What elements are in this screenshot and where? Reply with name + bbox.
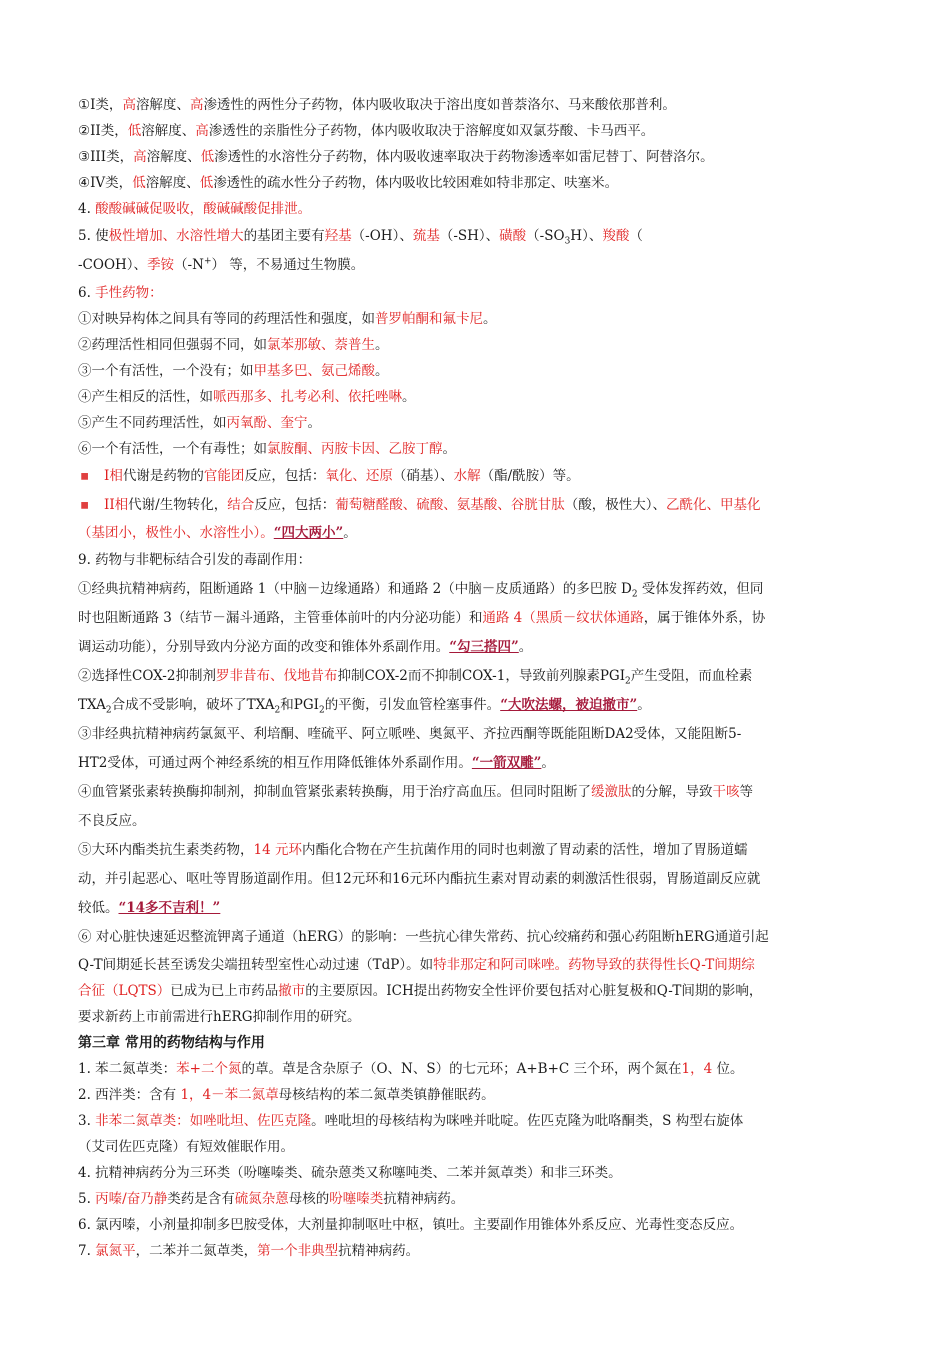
text-span: （艾司佐匹克隆）有短效催眠作用。 xyxy=(78,1139,294,1155)
text-span: ，二苯并二氮䓬类， xyxy=(135,1243,258,1259)
highlight-text: 低 xyxy=(200,149,215,165)
text-span: ⑤大环内酯类抗生素类药物， xyxy=(78,842,254,858)
text-line xyxy=(78,691,878,720)
text-span: 等 xyxy=(739,784,753,800)
text-span: 2 xyxy=(318,705,325,716)
text-span: 5. xyxy=(78,1191,96,1207)
text-span: 母核的 xyxy=(288,1191,330,1207)
highlight-text: II相 xyxy=(104,497,129,513)
text-span: ①I类， xyxy=(78,97,123,113)
text-span: 不良反应。 xyxy=(78,813,146,829)
text-line xyxy=(78,836,878,865)
text-line xyxy=(78,865,878,894)
highlight-text: 氯氮平 xyxy=(95,1243,136,1259)
highlight-text: 低 xyxy=(132,175,146,191)
text-span: （酸，极性大）、 xyxy=(564,497,666,513)
text-line xyxy=(78,923,878,952)
text-line xyxy=(78,1108,878,1134)
text-span: 2 xyxy=(274,705,281,716)
text-line xyxy=(78,807,878,836)
text-line xyxy=(78,1082,878,1108)
highlight-text: 高 xyxy=(133,149,147,165)
text-line xyxy=(78,520,878,546)
chapter-heading xyxy=(78,1030,878,1056)
text-span: 调运动功能），分别导致内分泌方面的改变和锥体外系副作用。 xyxy=(78,639,450,655)
highlight-text: 撤市 xyxy=(278,983,306,999)
text-span: 渗透性的水溶性分子药物，体内吸收速率取决于药物渗透率如雷尼替丁、阿替洛尔。 xyxy=(214,149,714,165)
highlight-text: 特非那定和阿司咪唑。药物导致的获得性长Q-T间期综 xyxy=(433,957,755,973)
text-span: 的䓬。䓬是含杂原子（O、N、S）的七元环；A+B+C 三个环，两个氮在 xyxy=(241,1061,682,1077)
highlight-text: 缓激肽 xyxy=(591,784,632,800)
text-span: ③一个有活性，一个没有；如 xyxy=(78,363,254,379)
text-span: ③非经典抗精神病药氯氮平、利培酮、喹硫平、阿立哌唑、奥氮平、齐拉西酮等既能阻断DA2受体，又能阻断5- xyxy=(78,726,742,742)
text-line xyxy=(78,170,878,196)
text-span: 的分解，导致 xyxy=(631,784,713,800)
text-span: 。 xyxy=(343,525,357,541)
text-line xyxy=(78,604,878,633)
highlight-text: 干咳 xyxy=(712,784,740,800)
highlight-text: I相 xyxy=(104,468,123,484)
highlight-text: 14 元环 xyxy=(253,842,302,858)
text-line xyxy=(78,1238,878,1264)
text-line xyxy=(78,1186,878,1212)
text-line xyxy=(78,358,878,384)
text-span: ） 等，不易通过生物膜。 xyxy=(211,257,365,273)
text-span: ④IV类， xyxy=(78,175,133,191)
text-line xyxy=(78,978,878,1004)
text-line xyxy=(78,778,878,807)
text-line xyxy=(78,306,878,332)
highlight-text: 普罗帕酮和氟卡尼 xyxy=(375,311,483,327)
text-line xyxy=(78,251,878,280)
text-span: 溶解度、 xyxy=(141,123,196,139)
text-span: 母核结构的苯二氮䓬类镇静催眠药。 xyxy=(278,1087,495,1103)
highlight-text: 氯胺酮、丙胺卡因、乙胺丁醇 xyxy=(267,441,443,457)
document-body xyxy=(78,92,878,1264)
text-line xyxy=(78,894,878,923)
text-span: （硝基）、 xyxy=(392,468,454,484)
text-span: 和PGI xyxy=(280,697,319,713)
text-line xyxy=(78,332,878,358)
text-span: 3. xyxy=(78,1113,96,1129)
highlight-text: 哌西那多、扎考必利、依托唑啉 xyxy=(213,389,402,405)
text-line xyxy=(78,952,878,978)
mnemonic-text: “勾三搭四” xyxy=(449,639,519,655)
highlight-text: 季铵 xyxy=(147,257,175,273)
text-span: 的基团主要有 xyxy=(243,228,325,244)
highlight-text: 硫氮杂蒽 xyxy=(234,1191,289,1207)
highlight-text: 酸酸碱碱促吸收，酸碱碱酸促排泄。 xyxy=(95,201,312,217)
text-line xyxy=(78,462,878,491)
text-span: 。 xyxy=(518,639,533,655)
text-span: （-SO xyxy=(526,228,565,244)
text-span: 第三章 常用的药物结构与作用 xyxy=(78,1035,265,1051)
mnemonic-text: “14多不吉利！” xyxy=(118,900,221,916)
text-span: 的主要原因。ICH提出药物安全性评价要包括对心脏复极和Q-T间期的影响， xyxy=(305,983,763,999)
text-span: 。 xyxy=(375,337,389,353)
text-span: ，属于锥体外系，协 xyxy=(643,610,766,626)
text-span: 渗透性的亲脂性分子药物，体内吸收取决于溶解度如双氯芬酸、卡马西平。 xyxy=(208,123,655,139)
text-span: TXA xyxy=(78,697,106,713)
text-line xyxy=(78,1160,878,1186)
highlight-text: 通路 4（黑质－纹状体通路 xyxy=(482,610,644,626)
mnemonic-text: “一箭双雕” xyxy=(471,755,542,771)
text-span: ④血管紧张素转换酶抑制剂，抑制血管紧张素转换酶，用于治疗高血压。但同时阻断了 xyxy=(78,784,591,800)
text-span: 。 xyxy=(442,441,456,457)
text-span: 内酯化合物在产生抗菌作用的同时也刺激了胃动素的活性，增加了胃肠道蠕 xyxy=(301,842,748,858)
text-line xyxy=(78,720,878,749)
highlight-text: 官能团 xyxy=(203,468,245,484)
mnemonic-text: “大吹法螺，被迫撤市” xyxy=(500,697,638,713)
highlight-text: 甲基多巴、氨己烯酸 xyxy=(253,363,375,379)
highlight-text: 结合 xyxy=(227,497,255,513)
text-span: H）、 xyxy=(570,228,603,244)
text-line xyxy=(78,222,878,251)
text-line xyxy=(78,1004,878,1030)
text-span: 抗精神病药。 xyxy=(338,1243,420,1259)
text-span: HT2受体，可通过两个神经系统的相互作用降低锥体外系副作用。 xyxy=(78,755,472,771)
text-span: 。 xyxy=(375,363,389,379)
highlight-text: 低 xyxy=(127,123,142,139)
text-span: 。 xyxy=(402,389,416,405)
text-line xyxy=(78,662,878,691)
text-span: 渗透性的两性分子药物，体内吸收取决于溶出度如普萘洛尔、马来酸依那普利。 xyxy=(203,97,676,113)
text-line xyxy=(78,1212,878,1238)
text-span: ③III类， xyxy=(78,149,134,165)
text-span: 6. xyxy=(78,285,96,301)
text-span: （酯/酰胺）等。 xyxy=(480,468,580,484)
text-span: 抗精神病药。 xyxy=(383,1191,465,1207)
highlight-text: 水解 xyxy=(453,468,481,484)
text-line xyxy=(78,436,878,462)
text-span: 。 xyxy=(637,697,651,713)
highlight-text: 氧化、还原 xyxy=(325,468,393,484)
highlight-text: 羟基 xyxy=(324,228,352,244)
text-line xyxy=(78,144,878,170)
text-span: 4. 抗精神病药分为三环类（吩噻嗪类、硫杂蒽类又称噻吨类、二苯并氮䓬类）和非三环类。 xyxy=(78,1165,622,1181)
mnemonic-text: “四大两小” xyxy=(273,525,344,541)
text-span: 的平衡，引发血管栓塞事件。 xyxy=(324,697,501,713)
text-span: 1. 苯二氮䓬类： xyxy=(78,1061,177,1077)
text-span: 渗透性的疏水性分子药物，体内吸收比较困难如特非那定、呋塞米。 xyxy=(213,175,619,191)
highlight-text: 高 xyxy=(122,97,136,113)
highlight-text: 1，4－苯二氮䓬 xyxy=(180,1087,279,1103)
text-span: ⑤产生不同药理活性，如 xyxy=(78,415,227,431)
text-span: 2 xyxy=(105,705,112,716)
text-span: 反应，包括： xyxy=(254,497,336,513)
text-line xyxy=(78,546,878,575)
bullet-icon: ▪ xyxy=(80,497,90,513)
highlight-text: 手性药物： xyxy=(95,285,163,301)
highlight-text: 高 xyxy=(195,123,209,139)
highlight-text: 非苯二氮䓬类：如唑吡坦、佐匹克隆 xyxy=(95,1113,312,1129)
highlight-text: 乙酰化、甲基化 xyxy=(665,497,761,513)
text-line xyxy=(78,491,878,520)
text-span: 。 xyxy=(541,755,555,771)
text-span: （ xyxy=(629,228,643,244)
text-span: ②II类， xyxy=(78,123,128,139)
bullet-icon: ▪ xyxy=(80,468,90,484)
text-span: 代谢是药物的 xyxy=(122,468,204,484)
text-span: 位。 xyxy=(712,1061,744,1077)
highlight-text: 巯基 xyxy=(412,228,440,244)
text-span: ④产生相反的活性，如 xyxy=(78,389,213,405)
highlight-text: 合征（LQTS） xyxy=(78,983,171,999)
highlight-text: 丙嗪/奋乃静 xyxy=(95,1191,168,1207)
highlight-text: 氯苯那敏、萘普生 xyxy=(267,337,375,353)
text-line xyxy=(78,196,878,222)
text-span: ①经典抗精神病药，阻断通路 1（中脑－边缘通路）和通路 2（中脑－皮质通路）的多巴胺 D xyxy=(78,581,632,597)
text-span: 。唑吡坦的母核结构为咪唑并吡啶。佐匹克隆为吡咯酮类，S 构型右旋体 xyxy=(311,1113,744,1129)
text-line xyxy=(78,118,878,144)
text-span: 溶解度、 xyxy=(135,97,190,113)
highlight-text: 葡萄糖醛酸、硫酸、氨基酸、谷胱甘肽 xyxy=(335,497,565,513)
text-span: ⑥一个有活性，一个有毒性；如 xyxy=(78,441,267,457)
text-line xyxy=(78,280,878,306)
highlight-text: 第一个非典型 xyxy=(257,1243,339,1259)
text-span: 产生受阻，而血栓素 xyxy=(630,668,753,684)
highlight-text: 低 xyxy=(199,175,214,191)
text-line xyxy=(78,633,878,662)
highlight-text: （基团小，极性小、水溶性小）。 xyxy=(78,525,274,541)
text-span: 已成为已上市药品 xyxy=(170,983,279,999)
highlight-text: 丙氧酚、奎宁 xyxy=(226,415,308,431)
text-line xyxy=(78,92,878,118)
text-line xyxy=(78,749,878,778)
text-span: 反应，包括： xyxy=(244,468,326,484)
text-span: 2 xyxy=(625,676,631,687)
text-span: （-N xyxy=(174,257,204,273)
text-line xyxy=(78,575,878,604)
highlight-text: 苯+二个氮 xyxy=(176,1061,242,1077)
text-span: 2. 西泮类：含有 xyxy=(78,1087,181,1103)
text-span: 类药是含有 xyxy=(167,1191,235,1207)
text-span: 。 xyxy=(307,415,321,431)
text-span: -COOH）、 xyxy=(78,257,148,273)
text-span: ②药理活性相同但强弱不同，如 xyxy=(78,337,267,353)
text-span: 抑制COX-2而不抑制COX-1，导致前列腺素PGI xyxy=(337,668,626,684)
text-span: 时也阻断通路 3（结节－漏斗通路，主管垂体前叶的内分泌功能）和 xyxy=(78,610,483,626)
text-span: 受体发挥药效，但同 xyxy=(637,581,764,597)
text-line xyxy=(78,1056,878,1082)
highlight-text: 高 xyxy=(189,97,204,113)
text-span: 5. 使 xyxy=(78,228,109,244)
text-span: 4. xyxy=(78,201,96,217)
text-span: 6. 氯丙嗪，小剂量抑制多巴胺受体，大剂量抑制呕吐中枢，镇吐。主要副作用锥体外系反应、光毒性变态反应。 xyxy=(78,1217,744,1233)
highlight-text: 羧酸 xyxy=(602,228,630,244)
text-span: 代谢/生物转化， xyxy=(128,497,228,513)
text-span: （-SH）、 xyxy=(439,228,500,244)
text-span: 较低。 xyxy=(78,900,119,916)
text-line xyxy=(78,384,878,410)
highlight-text: 罗非昔布、伐地昔布 xyxy=(215,668,338,684)
highlight-text: 极性增加、水溶性增大 xyxy=(108,228,244,244)
text-span: ⑥ 对心脏快速延迟整流钾离子通道（hERG）的影响：一些抗心律失常药、抗心绞痛药和强心药阻断hERG通道引起 xyxy=(78,929,769,945)
highlight-text: 磺酸 xyxy=(499,228,527,244)
text-span: ②选择性COX-2抑制剂 xyxy=(78,668,216,684)
text-span: 2 xyxy=(631,589,638,600)
text-span: 。 xyxy=(483,311,497,327)
text-span: 溶解度、 xyxy=(146,149,201,165)
text-span: 要求新药上市前需进行hERG抑制作用的研究。 xyxy=(78,1009,361,1025)
text-span: 9. 药物与非靶标结合引发的毒副作用： xyxy=(78,552,312,568)
text-span: Q-T间期延长甚至诱发尖端扭转型室性心动过速（TdP）。如 xyxy=(78,957,434,973)
text-line xyxy=(78,410,878,436)
text-span: 7. xyxy=(78,1243,96,1259)
text-span: ①对映异构体之间具有等同的药理活性和强度，如 xyxy=(78,311,375,327)
text-span: 动，并引起恶心、呕吐等胃肠道副作用。但12元环和16元环内酯抗生素对胃动素的刺激活性很弱，胃肠道副反应就 xyxy=(78,871,761,887)
highlight-text: 吩噻嗪类 xyxy=(329,1191,384,1207)
text-span: + xyxy=(203,256,212,267)
text-line xyxy=(78,1134,878,1160)
text-span: 3 xyxy=(564,236,571,247)
text-span: （-OH）、 xyxy=(351,228,413,244)
text-span: 溶解度、 xyxy=(145,175,200,191)
highlight-text: 1，4 xyxy=(681,1061,713,1077)
text-span: 合成不受影响，破坏了TXA xyxy=(111,697,275,713)
